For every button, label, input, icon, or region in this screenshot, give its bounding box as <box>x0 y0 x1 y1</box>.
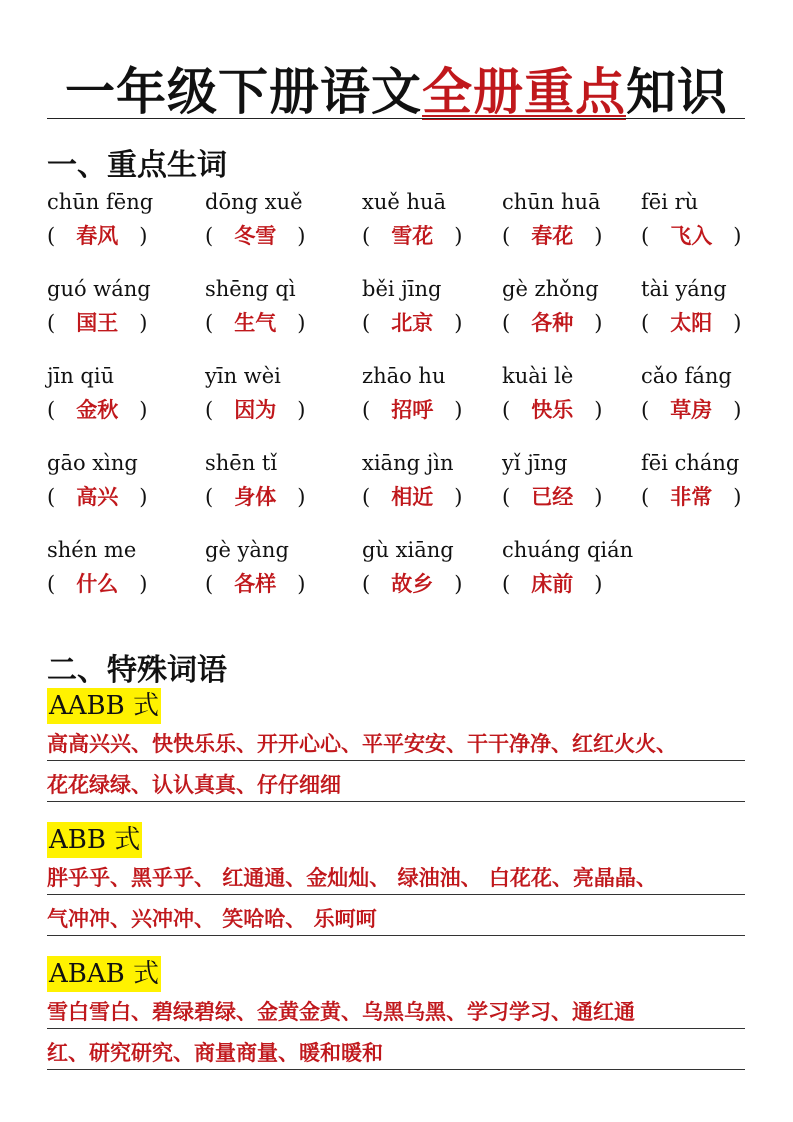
pinyin: tài yáng <box>641 277 727 301</box>
vocab-row <box>47 273 747 360</box>
pinyin: kuài lè <box>502 364 574 388</box>
vocab-item <box>641 186 791 254</box>
title-main: 一年级下册语文 <box>65 62 422 121</box>
pinyin: dōng xuě <box>205 190 303 214</box>
section1-heading: 一、重点生词 <box>47 148 227 183</box>
vocab-word: 生气 <box>234 310 277 335</box>
pinyin: shén me <box>47 538 137 562</box>
answer-bracket: ( 什么 ) <box>47 571 148 596</box>
answer-bracket: ( 身体 ) <box>205 484 306 509</box>
pinyin: guó wáng <box>47 277 151 301</box>
pinyin: fēi cháng <box>641 451 740 475</box>
answer-bracket: ( 故乡 ) <box>362 571 463 596</box>
answer-bracket: ( 春花 ) <box>502 223 603 248</box>
answer-bracket: ( 雪花 ) <box>362 223 463 248</box>
pinyin: zhāo hu <box>362 364 446 388</box>
vocab-word: 飞入 <box>670 223 713 248</box>
pinyin: jīn qiū <box>47 364 115 388</box>
answer-bracket: ( 生气 ) <box>205 310 306 335</box>
pinyin: fēi rù <box>641 190 699 214</box>
pinyin: xiāng jìn <box>362 451 454 475</box>
vocab-word: 春花 <box>531 223 574 248</box>
vocab-item <box>205 273 355 341</box>
abb-line-2: 气冲冲、兴冲冲、 笑哈哈、 乐呵呵 <box>47 904 745 936</box>
vocab-word: 非常 <box>670 484 713 509</box>
answer-bracket: ( 北京 ) <box>362 310 463 335</box>
vocab-item <box>502 447 652 515</box>
vocab-row <box>47 360 747 447</box>
title-tail: 知识 <box>626 62 728 121</box>
vocab-item <box>502 186 652 254</box>
vocab-row <box>47 534 747 621</box>
vocab-item <box>205 360 355 428</box>
answer-bracket: ( 金秋 ) <box>47 397 148 422</box>
pinyin: chūn fēng <box>47 190 154 214</box>
answer-bracket: ( 国王 ) <box>47 310 148 335</box>
answer-bracket: ( 非常 ) <box>641 484 742 509</box>
vocab-row <box>47 186 747 273</box>
vocab-word: 北京 <box>391 310 434 335</box>
pinyin: yīn wèi <box>205 364 281 388</box>
vocab-word: 因为 <box>234 397 277 422</box>
vocab-word: 身体 <box>234 484 277 509</box>
answer-bracket: ( 相近 ) <box>362 484 463 509</box>
vocab-word: 高兴 <box>76 484 119 509</box>
vocab-item <box>362 273 512 341</box>
abb-line-1: 胖乎乎、黑乎乎、 红通通、金灿灿、 绿油油、 白花花、亮晶晶、 <box>47 863 745 895</box>
vocab-item <box>47 360 197 428</box>
answer-bracket: ( 招呼 ) <box>362 397 463 422</box>
answer-bracket: ( 床前 ) <box>502 571 603 596</box>
vocab-item <box>205 534 355 602</box>
vocab-row <box>47 447 747 534</box>
vocab-item <box>47 273 197 341</box>
abab-label: ABAB 式 <box>47 956 161 992</box>
vocab-item <box>362 447 512 515</box>
pinyin: yǐ jīng <box>502 451 568 475</box>
answer-bracket: ( 已经 ) <box>502 484 603 509</box>
pinyin: gè zhǒng <box>502 277 599 301</box>
aabb-line-2: 花花绿绿、认认真真、仔仔细细 <box>47 770 745 802</box>
vocab-word: 快乐 <box>531 397 574 422</box>
vocab-word: 相近 <box>391 484 434 509</box>
title-highlight: 全册重点 <box>422 62 626 121</box>
vocab-word: 什么 <box>76 571 119 596</box>
aabb-line-1: 高高兴兴、快快乐乐、开开心心、平平安安、干干净净、红红火火、 <box>47 729 745 761</box>
vocab-item <box>502 534 652 602</box>
answer-bracket: ( 高兴 ) <box>47 484 148 509</box>
vocab-grid <box>47 186 747 621</box>
vocab-item <box>205 186 355 254</box>
vocab-word: 太阳 <box>670 310 713 335</box>
answer-bracket: ( 飞入 ) <box>641 223 742 248</box>
pinyin: gè yàng <box>205 538 289 562</box>
vocab-word: 草房 <box>670 397 713 422</box>
abab-line-1: 雪白雪白、碧绿碧绿、金黄金黄、乌黑乌黑、学习学习、通红通 <box>47 997 745 1029</box>
vocab-word: 故乡 <box>391 571 434 596</box>
vocab-word: 已经 <box>531 484 574 509</box>
aabb-label: AABB 式 <box>47 688 161 724</box>
answer-bracket: ( 因为 ) <box>205 397 306 422</box>
vocab-item <box>502 360 652 428</box>
vocab-item <box>47 186 197 254</box>
vocab-item <box>641 273 791 341</box>
vocab-word: 金秋 <box>76 397 119 422</box>
pinyin: xuě huā <box>362 190 447 214</box>
vocab-word: 招呼 <box>391 397 434 422</box>
pinyin: chūn huā <box>502 190 601 214</box>
answer-bracket: ( 太阳 ) <box>641 310 742 335</box>
vocab-item <box>641 447 791 515</box>
vocab-word: 国王 <box>76 310 119 335</box>
answer-bracket: ( 快乐 ) <box>502 397 603 422</box>
vocab-word: 各种 <box>531 310 574 335</box>
section2-heading: 二、特殊词语 <box>47 653 227 688</box>
pinyin: gāo xìng <box>47 451 138 475</box>
vocab-word: 冬雪 <box>234 223 277 248</box>
pinyin: běi jīng <box>362 277 442 301</box>
pinyin: cǎo fáng <box>641 364 732 388</box>
pinyin: gù xiāng <box>362 538 454 562</box>
vocab-item <box>362 186 512 254</box>
vocab-word: 春风 <box>76 223 119 248</box>
pinyin: chuáng qián <box>502 538 634 562</box>
answer-bracket: ( 各种 ) <box>502 310 603 335</box>
vocab-item <box>641 360 791 428</box>
abab-line-2: 红、研究研究、商量商量、暖和暖和 <box>47 1038 745 1070</box>
vocab-item <box>205 447 355 515</box>
pinyin: shēn tǐ <box>205 451 278 475</box>
answer-bracket: ( 草房 ) <box>641 397 742 422</box>
vocab-item <box>502 273 652 341</box>
vocab-item <box>362 360 512 428</box>
abb-label: ABB 式 <box>47 822 142 858</box>
answer-bracket: ( 春风 ) <box>47 223 148 248</box>
pinyin: shēng qì <box>205 277 296 301</box>
vocab-item <box>47 534 197 602</box>
vocab-word: 床前 <box>531 571 574 596</box>
answer-bracket: ( 各样 ) <box>205 571 306 596</box>
vocab-item <box>362 534 512 602</box>
vocab-word: 各样 <box>234 571 277 596</box>
page-title <box>0 52 793 124</box>
vocab-item <box>47 447 197 515</box>
title-rule <box>47 118 745 119</box>
vocab-word: 雪花 <box>391 223 434 248</box>
answer-bracket: ( 冬雪 ) <box>205 223 306 248</box>
